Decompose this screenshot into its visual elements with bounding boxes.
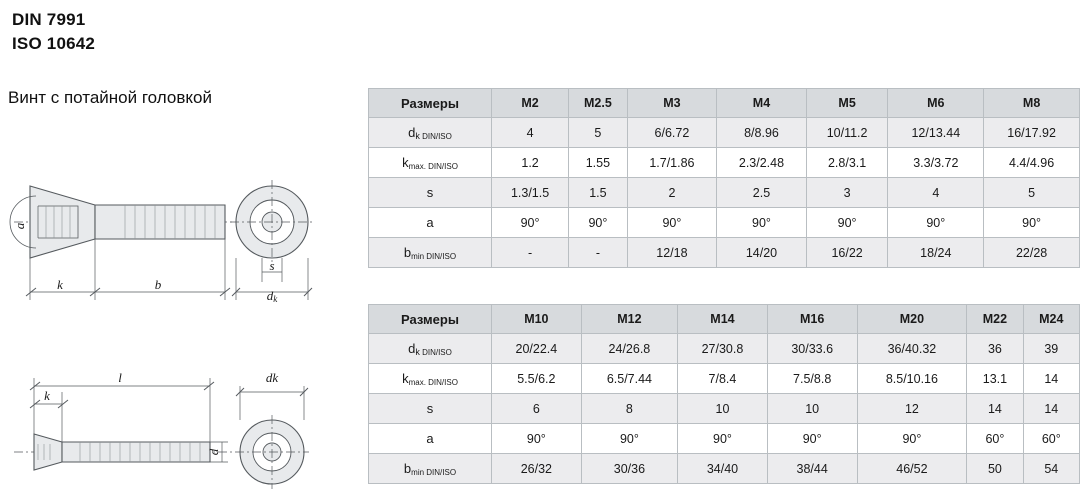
cell: 13.1 — [967, 364, 1023, 394]
cell: 30/36 — [581, 454, 677, 484]
cell: 90° — [569, 208, 628, 238]
row-header-s: s — [369, 178, 492, 208]
cell: 16/22 — [806, 238, 888, 268]
cell: 2 — [627, 178, 717, 208]
label-dk-top: dk — [266, 288, 278, 304]
cell: 1.7/1.86 — [627, 148, 717, 178]
cell: 20/22.4 — [492, 334, 582, 364]
cell: 3.3/3.72 — [888, 148, 984, 178]
col-header-m3: M3 — [627, 89, 717, 118]
cell: 14 — [967, 394, 1023, 424]
cell: 90° — [857, 424, 967, 454]
cell: 90° — [627, 208, 717, 238]
cell: 50 — [967, 454, 1023, 484]
cell: 12/18 — [627, 238, 717, 268]
table-header-row — [369, 89, 1080, 118]
col-header-m5: M5 — [806, 89, 888, 118]
cell: 22/28 — [984, 238, 1080, 268]
label-b-top: b — [154, 277, 162, 292]
cell: 90° — [492, 208, 569, 238]
label-l-bottom: l — [118, 370, 122, 385]
table-row — [369, 394, 1080, 424]
col-header-m14: M14 — [678, 305, 768, 334]
row-header-bmin: bmin DIN/ISO — [369, 238, 492, 268]
cell: 60° — [967, 424, 1023, 454]
cell: 1.2 — [492, 148, 569, 178]
left-column — [0, 0, 360, 500]
col-header-m24: M24 — [1023, 305, 1079, 334]
cell: 8.5/10.16 — [857, 364, 967, 394]
col-header-sizes: Размеры — [369, 305, 492, 334]
table-row — [369, 208, 1080, 238]
table-row — [369, 454, 1080, 484]
cell: 14 — [1023, 394, 1079, 424]
cell: 34/40 — [678, 454, 768, 484]
cell: 27/30.8 — [678, 334, 768, 364]
screw-technical-drawing — [0, 0, 360, 500]
table-row — [369, 424, 1080, 454]
cell: 2.5 — [717, 178, 807, 208]
cell: 4.4/4.96 — [984, 148, 1080, 178]
cell: 90° — [717, 208, 807, 238]
cell: 6/6.72 — [627, 118, 717, 148]
label-k-top: k — [57, 277, 63, 292]
row-header-dk: dk DIN/ISO — [369, 118, 492, 148]
standard-din: DIN 7991 — [12, 10, 86, 29]
cell: 12/13.44 — [888, 118, 984, 148]
cell: 90° — [888, 208, 984, 238]
cell: 4 — [492, 118, 569, 148]
cell: 90° — [767, 424, 857, 454]
col-header-m12: M12 — [581, 305, 677, 334]
cell: 3 — [806, 178, 888, 208]
col-header-m20: M20 — [857, 305, 967, 334]
cell: 5 — [984, 178, 1080, 208]
table-row — [369, 148, 1080, 178]
row-header-a: a — [369, 424, 492, 454]
label-d-bottom: d — [206, 448, 221, 456]
label-k-bottom: k — [44, 388, 50, 403]
cell: 8/8.96 — [717, 118, 807, 148]
cell: 10 — [678, 394, 768, 424]
label-a-top: a — [12, 222, 27, 230]
standard-iso: ISO 10642 — [12, 34, 96, 53]
col-header-m4: M4 — [717, 89, 807, 118]
cell: 10/11.2 — [806, 118, 888, 148]
cell: 38/44 — [767, 454, 857, 484]
cell: 12 — [857, 394, 967, 424]
cell: 1.5 — [569, 178, 628, 208]
cell: 2.3/2.48 — [717, 148, 807, 178]
row-header-a: a — [369, 208, 492, 238]
cell: 90° — [581, 424, 677, 454]
cell: 90° — [984, 208, 1080, 238]
dimensions-table-metric-small — [368, 88, 1080, 268]
col-header-m2: M2 — [492, 89, 569, 118]
col-header-m8: M8 — [984, 89, 1080, 118]
cell: 30/33.6 — [767, 334, 857, 364]
cell: 54 — [1023, 454, 1079, 484]
cell: 7/8.4 — [678, 364, 768, 394]
cell: 14 — [1023, 364, 1079, 394]
col-header-sizes: Размеры — [369, 89, 492, 118]
cell: 14/20 — [717, 238, 807, 268]
cell: 6.5/7.44 — [581, 364, 677, 394]
cell: 36/40.32 — [857, 334, 967, 364]
table-row — [369, 238, 1080, 268]
cell: 1.55 — [569, 148, 628, 178]
cell: - — [492, 238, 569, 268]
cell: 5 — [569, 118, 628, 148]
col-header-m6: M6 — [888, 89, 984, 118]
cell: 18/24 — [888, 238, 984, 268]
cell: 39 — [1023, 334, 1079, 364]
cell: 8 — [581, 394, 677, 424]
col-header-m22: M22 — [967, 305, 1023, 334]
col-header-m25: M2.5 — [569, 89, 628, 118]
cell: 6 — [492, 394, 582, 424]
cell: 2.8/3.1 — [806, 148, 888, 178]
table-header-row — [369, 305, 1080, 334]
table-row — [369, 178, 1080, 208]
label-s-top: s — [269, 258, 275, 273]
cell: 90° — [806, 208, 888, 238]
cell: 90° — [678, 424, 768, 454]
cell: 36 — [967, 334, 1023, 364]
cell: 5.5/6.2 — [492, 364, 582, 394]
cell: 90° — [492, 424, 582, 454]
cell: 24/26.8 — [581, 334, 677, 364]
row-header-s: s — [369, 394, 492, 424]
cell: 4 — [888, 178, 984, 208]
dimensions-table-metric-large — [368, 304, 1080, 484]
col-header-m10: M10 — [492, 305, 582, 334]
label-dk-bottom: dk — [265, 370, 279, 385]
cell: 7.5/8.8 — [767, 364, 857, 394]
table-row — [369, 118, 1080, 148]
cell: - — [569, 238, 628, 268]
table-row — [369, 364, 1080, 394]
row-header-dk: dk DIN/ISO — [369, 334, 492, 364]
cell: 26/32 — [492, 454, 582, 484]
table-row — [369, 334, 1080, 364]
cell: 1.3/1.5 — [492, 178, 569, 208]
cell: 16/17.92 — [984, 118, 1080, 148]
row-header-kmax: kmax. DIN/ISO — [369, 364, 492, 394]
cell: 60° — [1023, 424, 1079, 454]
page-subtitle: Винт с потайной головкой — [8, 88, 212, 107]
col-header-m16: M16 — [767, 305, 857, 334]
row-header-kmax: kmax. DIN/ISO — [369, 148, 492, 178]
cell: 46/52 — [857, 454, 967, 484]
cell: 10 — [767, 394, 857, 424]
row-header-bmin: bmin DIN/ISO — [369, 454, 492, 484]
